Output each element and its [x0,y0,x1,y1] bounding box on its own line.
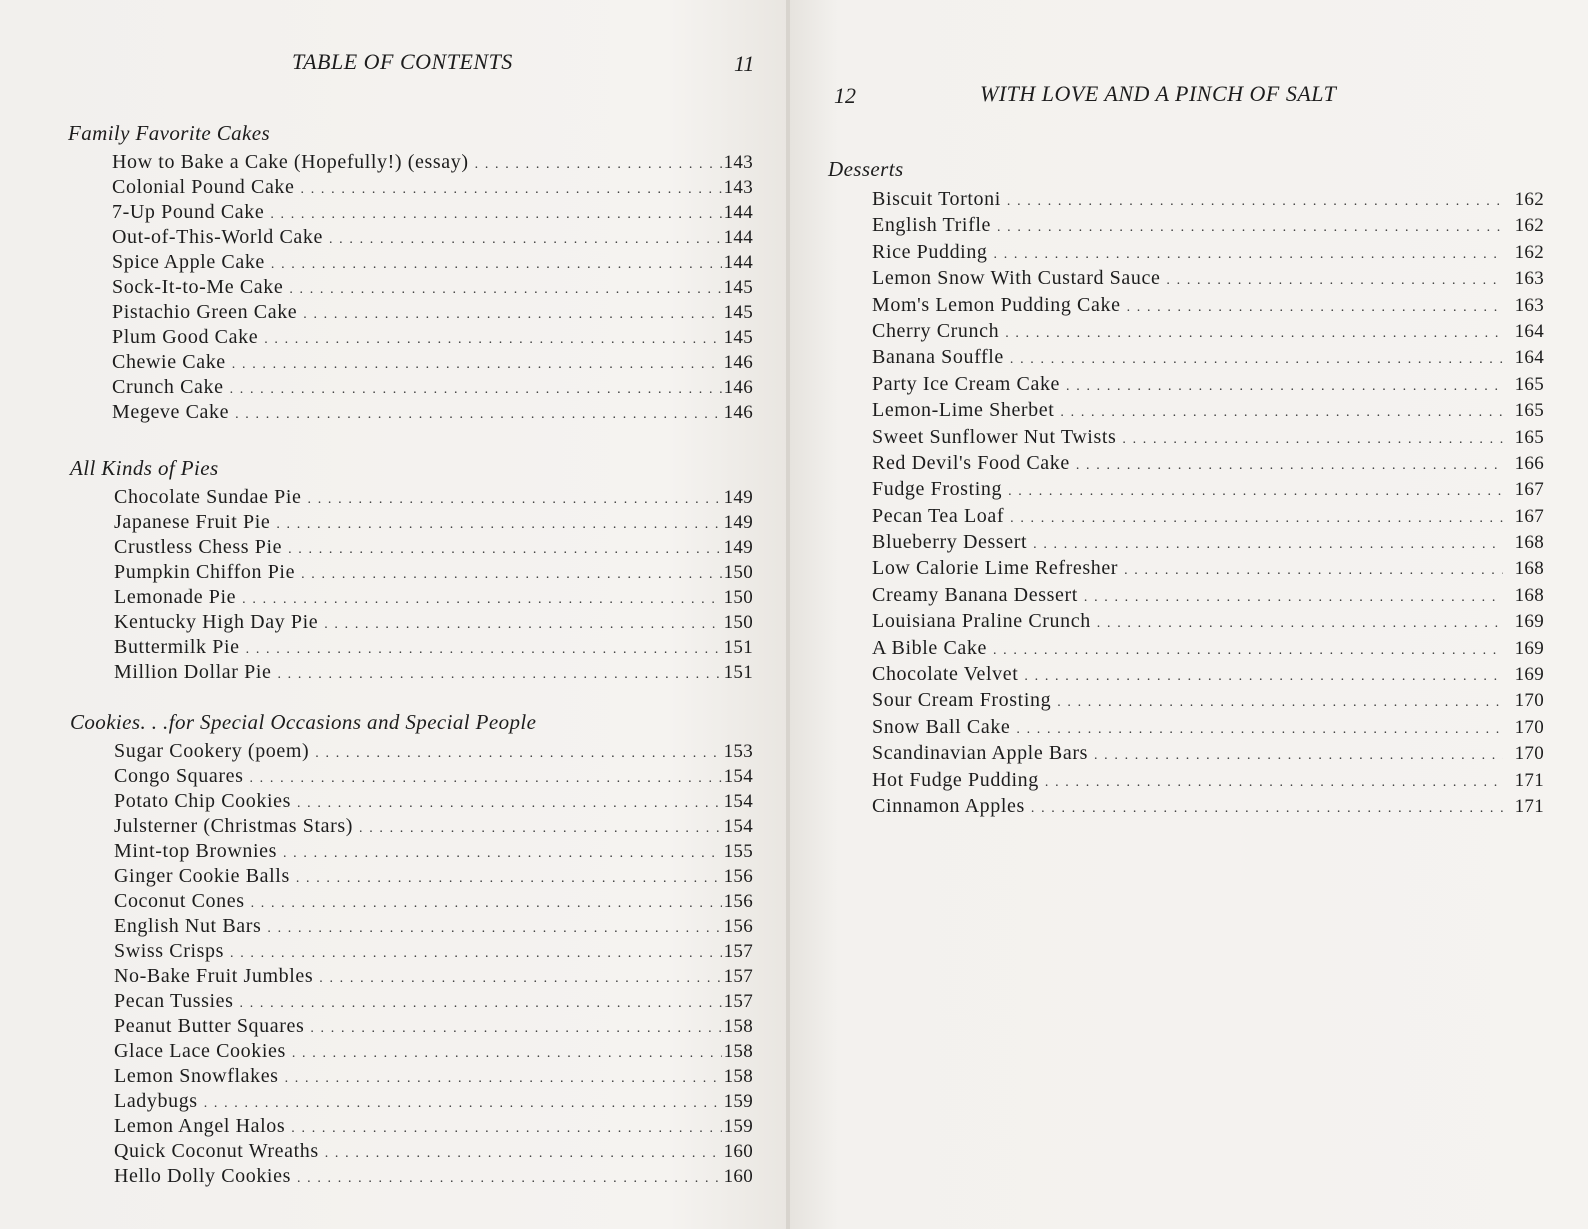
entry-page-number: 168 [1514,584,1544,606]
toc-entry [872,212,1544,238]
toc-entry [114,560,753,585]
entry-title: Crustless Chess Pie [114,536,283,558]
entry-page-number: 165 [1514,426,1544,448]
entry-title: Peanut Butter Squares [114,1015,305,1037]
dot-leader [292,1041,722,1066]
dot-leader [249,766,721,791]
dot-leader [1045,770,1503,796]
entry-title: Snow Ball Cake [872,715,1011,738]
entry-page-number: 169 [1514,611,1544,633]
entry-list [828,186,1544,819]
entry-page-number: 156 [723,916,753,937]
entry-page-number: 171 [1514,769,1544,791]
dot-leader [276,512,721,537]
entry-page-number: 144 [723,202,753,223]
toc-entry [114,789,753,814]
dot-leader [267,916,721,941]
dot-leader [277,662,721,687]
toc-entry [872,450,1544,476]
toc-entry [114,1139,753,1164]
entry-page-number: 158 [723,1016,753,1037]
entry-title: Red Devil's Food Cake [872,451,1070,474]
right-page [790,0,1588,1229]
toc-entry [114,764,753,789]
entry-page-number: 150 [723,587,753,608]
entry-page-number: 146 [723,377,753,398]
dot-leader [264,327,721,352]
entry-page-number: 162 [1514,241,1544,263]
entry-title: Swiss Crisps [114,940,225,962]
dot-leader [235,402,721,427]
toc-entry [872,397,1544,423]
toc-entry [114,660,753,685]
entry-page-number: 154 [723,816,753,837]
entry-page-number: 154 [723,791,753,812]
entry-title: Spice Apple Cake [112,251,265,273]
page-number: 12 [834,83,856,108]
entry-title: Out-of-This-World Cake [112,226,323,248]
running-head: TABLE OF CONTENTS [292,49,513,74]
running-head: WITH LOVE AND A PINCH OF SALT [980,81,1337,106]
toc-entry [112,350,753,375]
toc-entry [872,292,1544,318]
entry-title: Hot Fudge Pudding [872,768,1039,791]
dot-leader [230,941,722,966]
entry-title: English Nut Bars [114,915,262,937]
toc-section [68,116,753,425]
dot-leader [319,966,721,991]
entry-page-number: 165 [1514,373,1544,395]
left-page [0,0,788,1229]
entry-title: Congo Squares [114,765,244,787]
entry-title: Mom's Lemon Pudding Cake [872,293,1121,316]
page-number: 11 [734,51,755,76]
entry-title: Lemon Angel Halos [114,1115,286,1137]
dot-leader [1057,690,1502,716]
dot-leader [1007,189,1503,215]
toc-entry [114,635,753,660]
entry-title: 7-Up Pound Cake [112,201,265,223]
entry-page-number: 168 [1514,532,1544,554]
toc-entry [112,300,753,325]
toc-entry [872,793,1544,819]
toc-entry [872,318,1544,344]
dot-leader [475,152,722,177]
toc-entry [114,610,753,635]
dot-leader [240,991,722,1016]
dot-leader [1008,479,1503,505]
toc-entry [114,1114,753,1139]
entry-title: Plum Good Cake [112,326,259,348]
entry-page-number: 150 [723,562,753,583]
entry-list [70,739,753,1189]
toc-entry [872,767,1544,793]
entry-title: Scandinavian Apple Bars [872,742,1088,765]
entry-title: Ginger Cookie Balls [114,865,290,887]
toc-entry [114,1039,753,1064]
entry-page-number: 170 [1514,690,1544,712]
entry-title: Pistachio Green Cake [112,301,298,323]
entry-page-number: 165 [1514,400,1544,422]
toc-entry [114,485,753,510]
dot-leader [1005,321,1502,347]
toc-entry [872,476,1544,502]
toc-entry [112,225,753,250]
dot-leader [296,866,722,891]
toc-entry [872,635,1544,661]
toc-entry [114,1014,753,1039]
entry-title: Pecan Tea Loaf [872,504,1005,527]
entry-title: Blueberry Dessert [872,531,1028,554]
dot-leader [301,177,722,202]
toc-entry [872,344,1544,370]
entry-page-number: 168 [1514,558,1544,580]
entry-page-number: 144 [723,227,753,248]
entry-page-number: 146 [723,402,753,423]
dot-leader [301,562,722,587]
dot-leader [297,1166,722,1191]
dot-leader [329,227,722,252]
entry-title: Sweet Sunflower Nut Twists [872,425,1117,448]
toc-entry [112,375,753,400]
dot-leader [1060,400,1502,426]
entry-title: Party Ice Cream Cake [872,372,1061,395]
entry-page-number: 157 [723,966,753,987]
toc-entry [872,608,1544,634]
entry-page-number: 169 [1514,637,1544,659]
entry-page-number: 159 [723,1116,753,1137]
toc-entry [114,585,753,610]
entry-page-number: 146 [723,352,753,373]
entry-title: Rice Pudding [872,240,988,263]
entry-page-number: 143 [723,152,753,173]
entry-title: Million Dollar Pie [114,661,272,683]
entry-title: Lemon-Lime Sherbet [872,399,1055,422]
toc-entry [114,1064,753,1089]
toc-entry [872,529,1544,555]
entry-title: Julsterner (Christmas Stars) [114,815,353,837]
dot-leader [997,215,1503,241]
toc-section [828,152,1544,819]
dot-leader [1122,427,1502,453]
dot-leader [310,1016,721,1041]
dot-leader [1024,664,1502,690]
dot-leader [204,1091,722,1116]
dot-leader [1066,374,1503,400]
toc-entry [112,250,753,275]
entry-title: No-Bake Fruit Jumbles [114,965,314,987]
toc-entry [112,325,753,350]
entry-title: Colonial Pound Cake [112,176,295,198]
entry-page-number: 150 [723,612,753,633]
section-title: Cookies. . .for Special Occasions and Special People [70,710,537,734]
section-title: Family Favorite Cakes [68,121,271,145]
dot-leader [1166,268,1502,294]
toc-entry [114,814,753,839]
dot-leader [359,816,722,841]
dot-leader [1094,743,1503,769]
toc-entry [872,265,1544,291]
entry-title: Lemon Snow With Custard Sauce [872,267,1161,290]
dot-leader [1016,717,1502,743]
toc-entry [872,740,1544,766]
dot-leader [270,202,721,227]
entry-title: A Bible Cake [872,636,987,659]
toc-entry [872,582,1544,608]
dot-leader [325,1141,722,1166]
entry-page-number: 145 [723,302,753,323]
entry-title: Megeve Cake [112,401,230,423]
toc-entry [112,400,753,425]
toc-entry [114,964,753,989]
entry-page-number: 171 [1514,795,1544,817]
entry-list [70,485,753,685]
toc-entry [112,175,753,200]
entry-title: Pumpkin Chiffon Pie [114,561,296,583]
entry-title: How to Bake a Cake (Hopefully!) (essay) [112,151,469,173]
entry-page-number: 153 [723,741,753,762]
dot-leader [271,252,722,277]
entry-page-number: 145 [723,327,753,348]
entry-title: Chewie Cake [112,351,226,373]
toc-entry [112,150,753,175]
entry-page-number: 164 [1514,347,1544,369]
dot-leader [283,841,722,866]
toc-entry [872,503,1544,529]
entry-page-number: 170 [1514,716,1544,738]
entry-page-number: 149 [723,512,753,533]
entry-title: Hello Dolly Cookies [114,1165,291,1187]
toc-entry [114,864,753,889]
entry-title: Glace Lace Cookies [114,1040,286,1062]
toc-entry [114,914,753,939]
entry-title: English Trifle [872,214,991,237]
entry-title: Chocolate Sundae Pie [114,486,302,508]
entry-title: Biscuit Tortoni [872,188,1001,210]
entry-page-number: 157 [723,941,753,962]
dot-leader [242,587,721,612]
entry-page-number: 155 [723,841,753,862]
toc-entry [114,1164,753,1189]
entry-title: Quick Coconut Wreaths [114,1140,319,1162]
entry-title: Kentucky High Day Pie [114,611,319,633]
entry-page-number: 151 [723,662,753,683]
dot-leader [315,741,721,766]
toc-entry [114,889,753,914]
dot-leader [246,637,722,662]
entry-title: Cinnamon Apples [872,794,1025,817]
dot-leader [1084,585,1503,611]
toc-entry [872,239,1544,265]
toc-entry [872,424,1544,450]
entry-page-number: 158 [723,1066,753,1087]
entry-page-number: 145 [723,277,753,298]
entry-page-number: 163 [1514,268,1544,290]
entry-title: Buttermilk Pie [114,636,240,658]
entry-title: Cherry Crunch [872,319,1000,342]
entry-title: Mint-top Brownies [114,840,277,862]
section-title: All Kinds of Pies [70,456,219,480]
dot-leader [285,1066,722,1091]
entry-list [68,150,753,425]
toc-entry [114,510,753,535]
toc-section [70,451,753,685]
entry-title: Lemon Snowflakes [114,1065,279,1087]
entry-page-number: 151 [723,637,753,658]
entry-title: Lemonade Pie [114,586,237,608]
toc-entry [114,739,753,764]
dot-leader [288,537,722,562]
entry-page-number: 169 [1514,664,1544,686]
entry-title: Louisiana Praline Crunch [872,610,1091,633]
dot-leader [1124,558,1503,584]
entry-page-number: 154 [723,766,753,787]
entry-page-number: 160 [723,1166,753,1187]
entry-page-number: 158 [723,1041,753,1062]
dot-leader [289,277,721,302]
dot-leader [230,377,722,402]
entry-page-number: 149 [723,487,753,508]
dot-leader [1031,796,1503,822]
dot-leader [1010,506,1502,532]
dot-leader [993,638,1503,664]
dot-leader [1097,611,1503,637]
entry-page-number: 160 [723,1141,753,1162]
dot-leader [1076,453,1503,479]
dot-leader [308,487,722,512]
toc-entry [112,200,753,225]
toc-section [70,705,753,1189]
entry-title: Pecan Tussies [114,990,234,1012]
entry-title: Fudge Frosting [872,478,1003,501]
entry-page-number: 156 [723,891,753,912]
entry-page-number: 144 [723,252,753,273]
toc-entry [872,186,1544,212]
entry-page-number: 162 [1514,215,1544,237]
entry-title: Ladybugs [114,1090,198,1112]
dot-leader [303,302,721,327]
toc-entry [872,555,1544,581]
toc-entry [872,371,1544,397]
dot-leader [297,791,722,816]
entry-title: Chocolate Velvet [872,663,1019,686]
toc-entry [114,535,753,560]
entry-page-number: 164 [1514,320,1544,342]
entry-page-number: 163 [1514,294,1544,316]
entry-title: Coconut Cones [114,890,245,912]
entry-page-number: 162 [1514,189,1544,210]
dot-leader [1010,347,1503,373]
toc-entry [872,687,1544,713]
entry-title: Japanese Fruit Pie [114,511,271,533]
dot-leader [1127,295,1503,321]
entry-title: Sugar Cookery (poem) [114,740,310,762]
entry-title: Sour Cream Frosting [872,689,1052,712]
dot-leader [251,891,722,916]
dot-leader [324,612,721,637]
dot-leader [232,352,722,377]
section-title: Desserts [828,157,904,181]
entry-page-number: 156 [723,866,753,887]
entry-title: Sock-It-to-Me Cake [112,276,284,298]
entry-page-number: 166 [1514,452,1544,474]
toc-entry [114,939,753,964]
toc-entry [872,714,1544,740]
entry-title: Low Calorie Lime Refresher [872,557,1119,580]
toc-entry [114,1089,753,1114]
toc-entry [112,275,753,300]
entry-page-number: 167 [1514,479,1544,501]
entry-title: Creamy Banana Dessert [872,583,1078,606]
entry-page-number: 157 [723,991,753,1012]
entry-page-number: 167 [1514,505,1544,527]
entry-page-number: 159 [723,1091,753,1112]
entry-page-number: 170 [1514,743,1544,765]
dot-leader [291,1116,721,1141]
entry-title: Crunch Cake [112,376,224,398]
toc-entry [114,989,753,1014]
entry-page-number: 149 [723,537,753,558]
entry-title: Banana Souffle [872,346,1004,369]
toc-entry [114,839,753,864]
entry-title: Potato Chip Cookies [114,790,291,812]
toc-entry [872,661,1544,687]
entry-page-number: 143 [723,177,753,198]
